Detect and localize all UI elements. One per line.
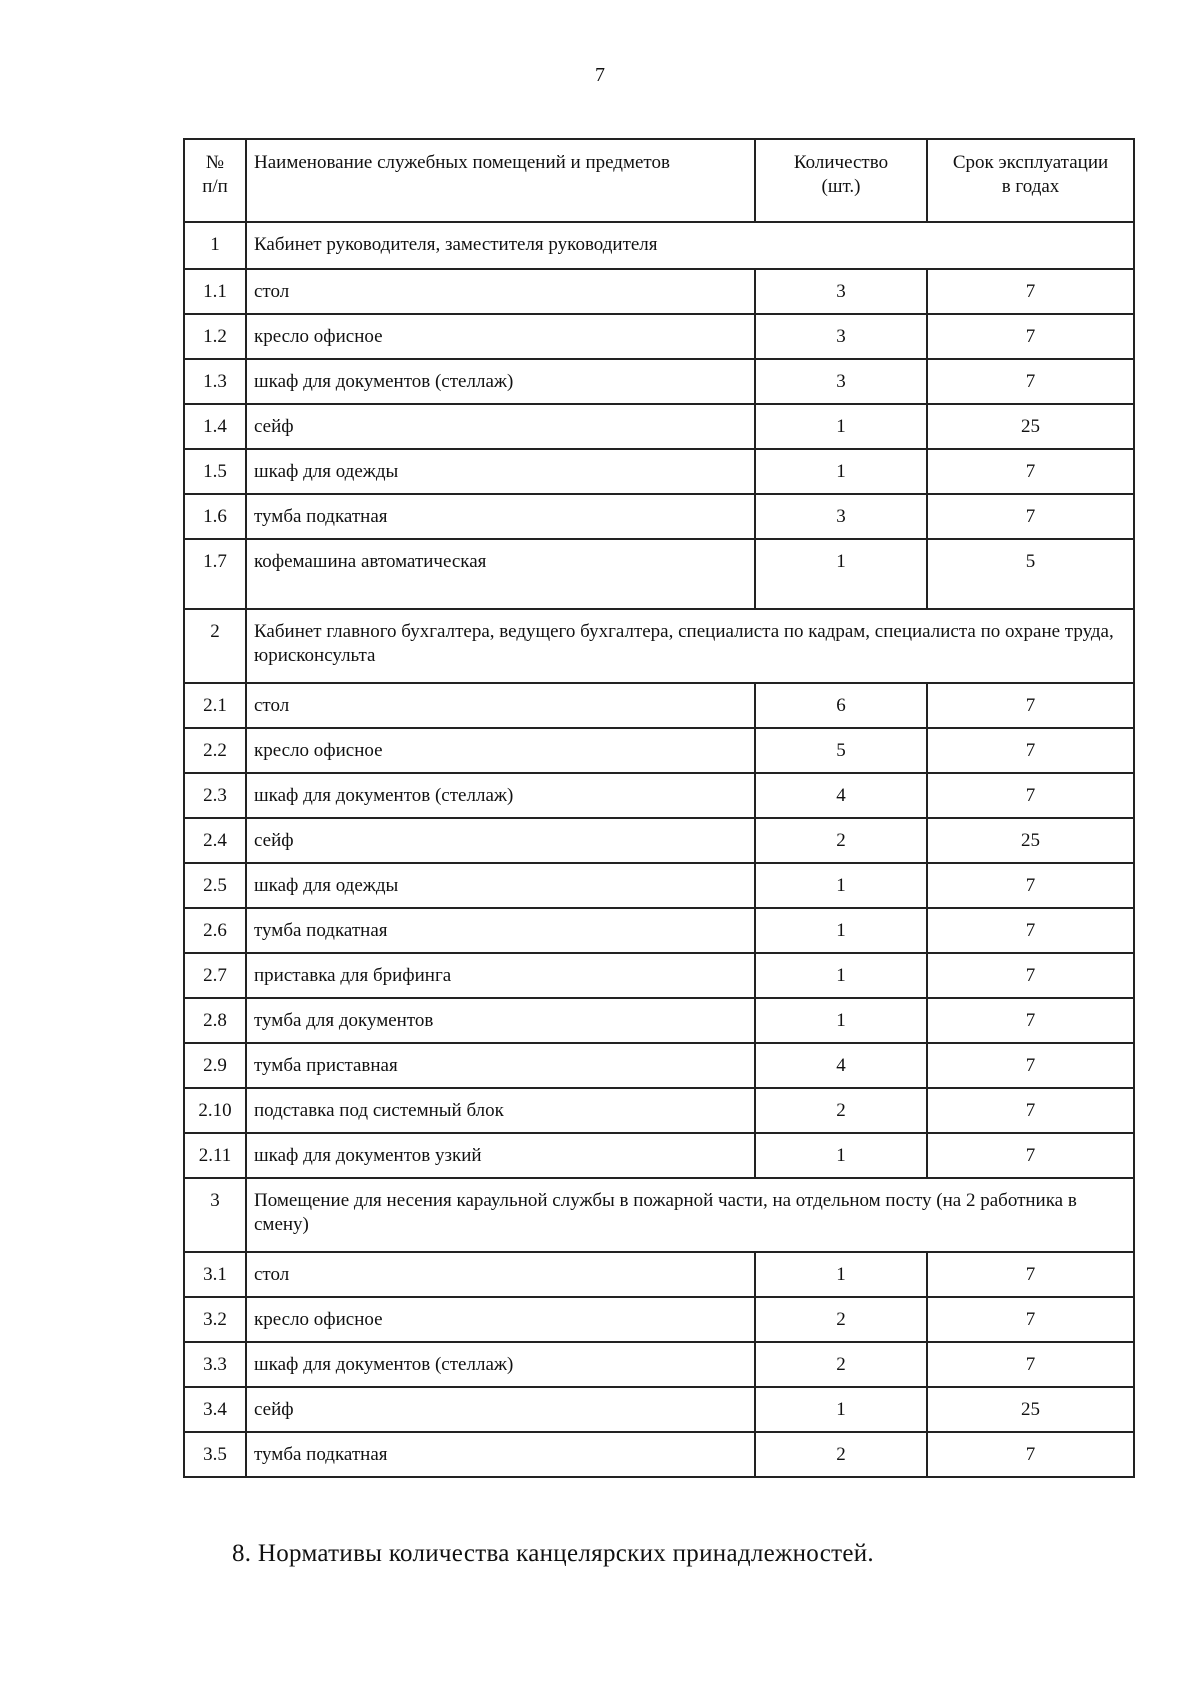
- table-row: [184, 998, 1134, 1043]
- item-name: кресло офисное: [246, 1297, 755, 1342]
- item-service-life: 7: [927, 1088, 1134, 1133]
- item-name: шкаф для одежды: [246, 863, 755, 908]
- item-quantity: 1: [755, 449, 927, 494]
- item-quantity: 1: [755, 539, 927, 609]
- item-name: тумба приставная: [246, 1043, 755, 1088]
- item-name: тумба подкатная: [246, 908, 755, 953]
- item-quantity: 1: [755, 998, 927, 1043]
- item-name: стол: [246, 1252, 755, 1297]
- item-number: 2.2: [184, 728, 246, 773]
- item-name: тумба подкатная: [246, 494, 755, 539]
- table-row: [184, 449, 1134, 494]
- header-name: Наименование служебных помещений и предметов: [246, 139, 755, 222]
- table-row: [184, 1342, 1134, 1387]
- item-quantity: 3: [755, 269, 927, 314]
- item-name: шкаф для документов (стеллаж): [246, 359, 755, 404]
- item-quantity: 4: [755, 1043, 927, 1088]
- table-row: [184, 269, 1134, 314]
- table-row: [184, 863, 1134, 908]
- section-title: Кабинет руководителя, заместителя руководителя: [246, 222, 1134, 269]
- table-row: [184, 1088, 1134, 1133]
- item-number: 2.10: [184, 1088, 246, 1133]
- item-number: 2.4: [184, 818, 246, 863]
- item-quantity: 4: [755, 773, 927, 818]
- item-quantity: 1: [755, 863, 927, 908]
- item-name: тумба подкатная: [246, 1432, 755, 1477]
- section-title: Помещение для несения караульной службы в пожарной части, на отдельном посту (на 2 работника в смену): [246, 1178, 1134, 1252]
- item-service-life: 7: [927, 359, 1134, 404]
- item-service-life: 5: [927, 539, 1134, 609]
- section-row: [184, 222, 1134, 269]
- item-number: 3.2: [184, 1297, 246, 1342]
- item-name: приставка для брифинга: [246, 953, 755, 998]
- table-row: [184, 404, 1134, 449]
- item-name: сейф: [246, 818, 755, 863]
- item-number: 3.5: [184, 1432, 246, 1477]
- item-quantity: 1: [755, 953, 927, 998]
- header-number-line2: п/п: [202, 176, 228, 197]
- header-service-life: [927, 139, 1134, 222]
- item-name: стол: [246, 269, 755, 314]
- item-number: 2.5: [184, 863, 246, 908]
- item-number: 1.1: [184, 269, 246, 314]
- table-row: [184, 773, 1134, 818]
- item-number: 2.8: [184, 998, 246, 1043]
- table-row: [184, 728, 1134, 773]
- item-number: 3.1: [184, 1252, 246, 1297]
- item-name: сейф: [246, 1387, 755, 1432]
- page-number: 7: [595, 64, 605, 86]
- item-quantity: 1: [755, 908, 927, 953]
- item-quantity: 1: [755, 1387, 927, 1432]
- table-row: [184, 1043, 1134, 1088]
- section-title: Кабинет главного бухгалтера, ведущего бухгалтера, специалиста по кадрам, специалиста по охране труда, юрисконсульта: [246, 609, 1134, 683]
- item-number: 2.7: [184, 953, 246, 998]
- header-service-life-line2: в годах: [1001, 176, 1060, 197]
- item-service-life: 7: [927, 269, 1134, 314]
- item-quantity: 2: [755, 1342, 927, 1387]
- item-service-life: 7: [927, 1432, 1134, 1477]
- item-service-life: 7: [927, 1252, 1134, 1297]
- item-service-life: 7: [927, 1342, 1134, 1387]
- table-row: [184, 1297, 1134, 1342]
- table-row: [184, 1387, 1134, 1432]
- item-service-life: 7: [927, 998, 1134, 1043]
- item-number: 2.11: [184, 1133, 246, 1178]
- table-row: [184, 359, 1134, 404]
- table-row: [184, 818, 1134, 863]
- item-quantity: 6: [755, 683, 927, 728]
- item-name: тумба для документов: [246, 998, 755, 1043]
- item-service-life: 7: [927, 449, 1134, 494]
- item-name: стол: [246, 683, 755, 728]
- item-service-life: 7: [927, 1133, 1134, 1178]
- item-service-life: 7: [927, 953, 1134, 998]
- table-body: [184, 222, 1134, 1477]
- furniture-norms-table: [183, 138, 1135, 1478]
- header-service-life-line1: Срок эксплуатации: [952, 152, 1109, 173]
- item-name: шкаф для документов (стеллаж): [246, 1342, 755, 1387]
- header-quantity-line2: (шт.): [821, 176, 861, 197]
- table-row: [184, 953, 1134, 998]
- section-number: 1: [184, 222, 246, 269]
- item-name: кофемашина автоматическая: [246, 539, 755, 609]
- table-header-row: [184, 139, 1134, 222]
- item-number: 2.1: [184, 683, 246, 728]
- item-quantity: 1: [755, 1252, 927, 1297]
- item-quantity: 1: [755, 404, 927, 449]
- item-quantity: 2: [755, 1297, 927, 1342]
- item-service-life: 25: [927, 1387, 1134, 1432]
- item-number: 1.5: [184, 449, 246, 494]
- section-number: 3: [184, 1178, 246, 1252]
- item-number: 2.3: [184, 773, 246, 818]
- section-row: [184, 1178, 1134, 1252]
- header-number: [184, 139, 246, 222]
- section-heading: 8. Нормативы количества канцелярских принадлежностей.: [232, 1540, 874, 1567]
- table-row: [184, 908, 1134, 953]
- item-service-life: 7: [927, 728, 1134, 773]
- table-row: [184, 683, 1134, 728]
- item-name: шкаф для одежды: [246, 449, 755, 494]
- item-name: шкаф для документов (стеллаж): [246, 773, 755, 818]
- item-service-life: 7: [927, 683, 1134, 728]
- item-name: сейф: [246, 404, 755, 449]
- header-quantity: [755, 139, 927, 222]
- item-service-life: 7: [927, 863, 1134, 908]
- item-service-life: 7: [927, 494, 1134, 539]
- item-service-life: 7: [927, 314, 1134, 359]
- item-service-life: 7: [927, 773, 1134, 818]
- table-row: [184, 314, 1134, 359]
- item-service-life: 7: [927, 1297, 1134, 1342]
- item-number: 1.7: [184, 539, 246, 609]
- item-service-life: 25: [927, 818, 1134, 863]
- item-service-life: 7: [927, 908, 1134, 953]
- section-row: [184, 609, 1134, 683]
- item-service-life: 25: [927, 404, 1134, 449]
- item-number: 1.6: [184, 494, 246, 539]
- item-number: 1.4: [184, 404, 246, 449]
- item-number: 2.9: [184, 1043, 246, 1088]
- table-row: [184, 494, 1134, 539]
- item-quantity: 2: [755, 818, 927, 863]
- item-name: подставка под системный блок: [246, 1088, 755, 1133]
- header-quantity-line1: Количество: [793, 152, 889, 173]
- item-number: 3.4: [184, 1387, 246, 1432]
- item-name: кресло офисное: [246, 728, 755, 773]
- item-number: 1.2: [184, 314, 246, 359]
- item-quantity: 3: [755, 359, 927, 404]
- table-row: [184, 1252, 1134, 1297]
- item-quantity: 5: [755, 728, 927, 773]
- item-quantity: 2: [755, 1432, 927, 1477]
- table-row: [184, 1432, 1134, 1477]
- item-quantity: 3: [755, 314, 927, 359]
- item-number: 1.3: [184, 359, 246, 404]
- item-number: 2.6: [184, 908, 246, 953]
- section-number: 2: [184, 609, 246, 683]
- item-name: кресло офисное: [246, 314, 755, 359]
- table-row: [184, 539, 1134, 609]
- item-quantity: 3: [755, 494, 927, 539]
- item-name: шкаф для документов узкий: [246, 1133, 755, 1178]
- item-quantity: 1: [755, 1133, 927, 1178]
- table-row: [184, 1133, 1134, 1178]
- item-service-life: 7: [927, 1043, 1134, 1088]
- item-quantity: 2: [755, 1088, 927, 1133]
- header-number-line1: №: [205, 152, 225, 173]
- item-number: 3.3: [184, 1342, 246, 1387]
